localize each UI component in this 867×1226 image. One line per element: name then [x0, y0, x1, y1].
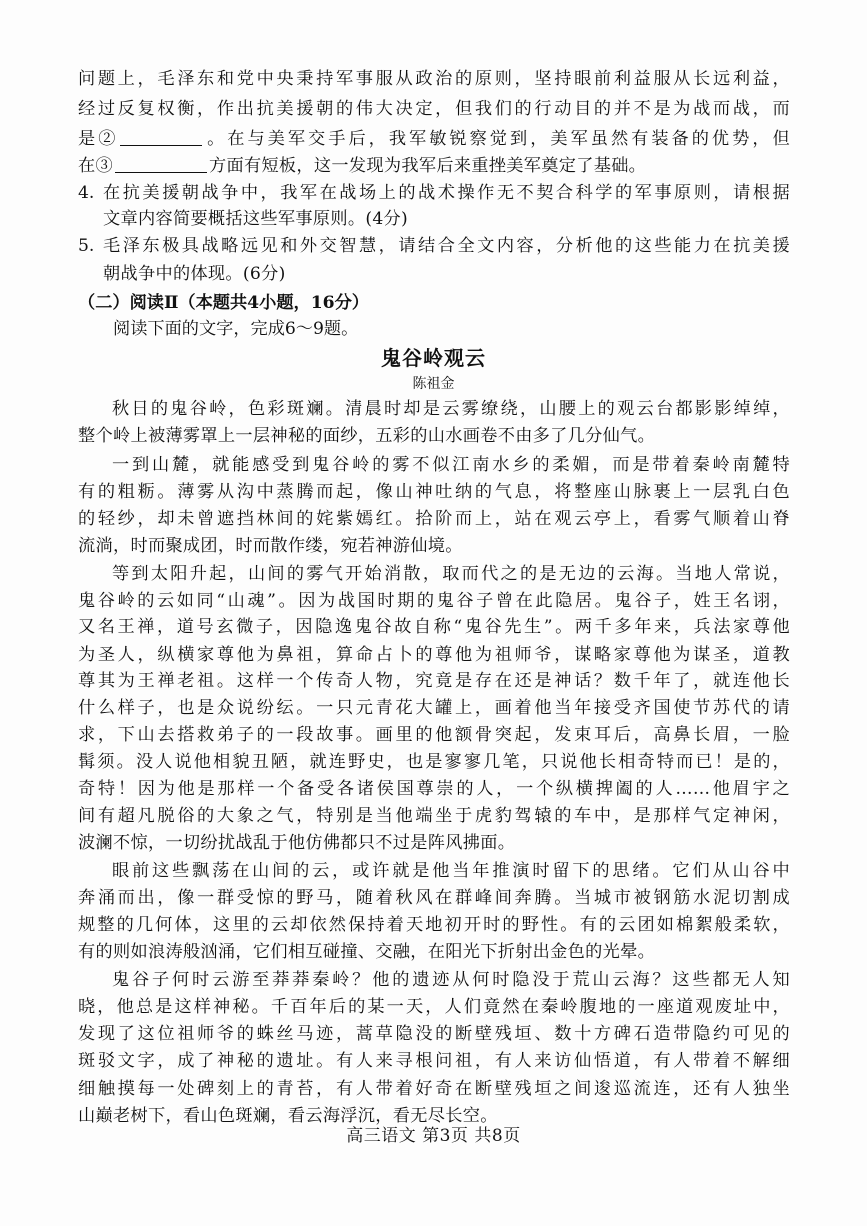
paragraph-line-with-blank [78, 153, 790, 179]
question-line: 朝战争中的体现。(6分) [103, 264, 286, 284]
paragraph-line-with-blank [78, 126, 790, 152]
paragraph-line: 经过反复权衡，作出抗美援朝的伟大决定，但我们的行动目的并不是为战而战，而 [78, 99, 790, 119]
article-author: 陈祖金 [412, 376, 455, 392]
article-line: 的轻纱，却未曾遮挡林间的姹紫嫣红。拾阶而上，站在观云亭上，看雾气顺着山脊 [78, 509, 790, 529]
article-line: 奔涌而出，像一群受惊的野马，随着秋风在群峰间奔腾。当城市被钢筋水泥切割成 [78, 888, 790, 908]
article-line: 尊其为王禅老祖。这样一个传奇人物，究竟是存在还是神话？数千年了，就连他长 [78, 671, 790, 691]
article-line: 规整的几何体，这里的云却依然保持着天地初开时的野性。有的云团如棉絮般柔软， [78, 915, 790, 935]
question-line: 毛泽东极具战略远见和外交智慧，请结合全文内容，分析他的这些能力在抗美援 [103, 236, 790, 256]
article-line: 等到太阳升起，山间的雾气开始消散，取而代之的是无边的云海。当地人常说， [112, 564, 790, 584]
article-title: 鬼谷岭观云 [381, 346, 486, 370]
page-footer: 高三语文 第3页 共8页 [346, 1126, 521, 1146]
blank-suffix: 。在与美军交手后，我军敏锐察觉到，美军虽然有装备的优势，但 [204, 129, 790, 149]
article-line: 整个岭上被薄雾罩上一层神秘的面纱，五彩的山水画卷不由多了几分仙气。 [78, 426, 656, 446]
answer-blank-2 [120, 129, 202, 146]
blank-suffix: 方面有短板，这一发现为我军后来重挫美军奠定了基础。 [208, 156, 647, 176]
article-line: 山巅老树下，看山色斑斓，看云海浮沉，看无尽长空。 [78, 1106, 498, 1126]
question-line: 在抗美援朝战争中，我军在战场上的战术操作无不契合科学的军事原则，请根据 [103, 183, 790, 203]
article-line: 有的则如浪涛般汹涌，它们相互碰撞、交融，在阳光下折射出金色的光晕。 [78, 942, 656, 962]
article-line: 为圣人，纵横家尊他为鼻祖，算命占卜的尊他为祖师爷，谋略家尊他为谋圣，道教 [78, 645, 790, 665]
article-line: 斑驳文字，成了神秘的遗址。有人来寻根问祖，有人来访仙悟道，有人带着不解细 [78, 1051, 790, 1071]
article-line: 流淌，时而聚成团，时而散作缕，宛若神游仙境。 [78, 536, 463, 556]
article-line: 鬼谷子何时云游至莽莽秦岭？他的遗迹从何时隐没于荒山云海？这些都无人知 [112, 970, 790, 990]
article-line: 有的粗粝。薄雾从沟中蒸腾而起，像山神吐纳的气息，将整座山脉裹上一层乳白色 [78, 482, 790, 502]
article-line: 鬼谷岭的云如同“山魂”。因为战国时期的鬼谷子曾在此隐居。鬼谷子，姓王名诩， [78, 591, 790, 611]
question-number: 4. [78, 183, 95, 203]
section-instruction: 阅读下面的文字，完成6～9题。 [113, 319, 359, 339]
article-line: 什么样子，也是众说纷纭。一只元青花大罐上，画着他当年接受齐国使节苏代的请 [78, 698, 790, 718]
answer-blank-3 [115, 156, 207, 173]
blank-prefix: 是② [78, 129, 119, 149]
article-line: 一到山麓，就能感受到鬼谷岭的雾不似江南水乡的柔媚，而是带着秦岭南麓特 [112, 455, 790, 475]
article-line: 细触摸每一处碑刻上的青苔，有人带着好奇在断壁残垣之间逡巡流连，还有人独坐 [78, 1079, 790, 1099]
paragraph-line: 问题上，毛泽东和党中央秉持军事服从政治的原则，坚持眼前利益服从长远利益， [78, 69, 790, 89]
article-line: 求，下山去搭救弟子的一段故事。画里的他额骨突起，发束耳后，高鼻长眉，一脸 [78, 725, 790, 745]
article-line: 髯须。没人说他相貌丑陋，就连野史，也是寥寥几笔，只说他长相奇特而已！是的， [78, 752, 790, 772]
article-line: 奇特！因为他是那样一个备受各诸侯国尊崇的人，一个纵横捭阖的人……他眉宇之 [78, 779, 790, 799]
article-line: 眼前这些飘荡在山间的云，或许就是他当年推演时留下的思绪。它们从山谷中 [112, 861, 790, 881]
article-line: 秋日的鬼谷岭，色彩斑斓。清晨时却是云雾缭绕，山腰上的观云台都影影绰绰， [112, 399, 790, 419]
blank-prefix: 在③ [78, 156, 113, 176]
section-heading: （二）阅读Ⅱ（本题共4小题，16分） [78, 293, 369, 313]
article-line: 间有超凡脱俗的大象之气，特别是当他端坐于虎豹驾辕的车中，是那样气定神闲， [78, 806, 790, 826]
article-line: 波澜不惊，一切纷扰战乱于他仿佛都只不过是阵风拂面。 [78, 833, 516, 853]
article-line: 发现了这位祖师爷的蛛丝马迹，蒿草隐没的断壁残垣、数十方碑石造带隐约可见的 [78, 1024, 790, 1044]
article-line: 又名王禅，道号玄微子，因隐逸鬼谷故自称“鬼谷先生”。两千多年来，兵法家尊他 [78, 617, 790, 637]
question-number: 5. [78, 236, 95, 256]
question-line: 文章内容简要概括这些军事原则。(4分) [103, 209, 409, 229]
article-line: 晓，他总是这样神秘。千百年后的某一天，人们竟然在秦岭腹地的一座道观废址中， [78, 997, 790, 1017]
